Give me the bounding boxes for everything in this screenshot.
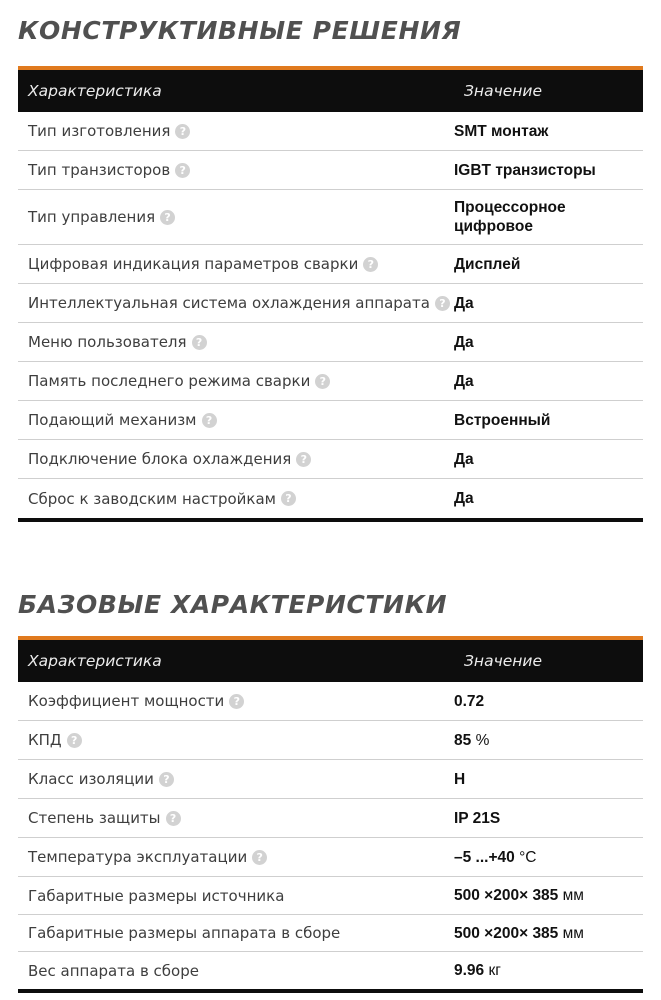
header-value: Значение bbox=[464, 652, 543, 670]
row-value: 85 % bbox=[454, 731, 490, 749]
table-row bbox=[18, 838, 643, 877]
question-mark-icon[interactable]: ? bbox=[202, 413, 217, 428]
table-row bbox=[18, 682, 643, 721]
row-label: Подключение блока охлаждения bbox=[28, 450, 292, 468]
table-row bbox=[18, 799, 643, 838]
row-label: КПД bbox=[28, 731, 62, 749]
question-mark-icon[interactable]: ? bbox=[166, 811, 181, 826]
question-mark-icon[interactable]: ? bbox=[252, 850, 267, 865]
table-row bbox=[18, 721, 643, 760]
row-label: Габаритные размеры аппарата в сборе bbox=[28, 924, 341, 942]
row-value: H bbox=[454, 770, 466, 788]
row-label: Тип транзисторов bbox=[28, 161, 171, 179]
header-characteristic: Характеристика bbox=[28, 652, 162, 670]
row-value: Да bbox=[454, 450, 474, 468]
row-value: Процессорное цифровое bbox=[454, 199, 566, 235]
row-value: 500 ×200× 385 мм bbox=[454, 887, 584, 904]
table-row bbox=[18, 401, 643, 440]
section-title-design: КОНСТРУКТИВНЫЕ РЕШЕНИЯ bbox=[18, 16, 462, 45]
row-label: Сброс к заводским настройкам bbox=[28, 489, 276, 508]
question-mark-icon[interactable]: ? bbox=[160, 210, 175, 225]
question-mark-icon[interactable]: ? bbox=[175, 163, 190, 178]
row-value: 500 ×200× 385 мм bbox=[454, 924, 584, 942]
table-row bbox=[18, 112, 643, 151]
table-header bbox=[18, 66, 643, 112]
table-row bbox=[18, 284, 643, 323]
question-mark-icon[interactable]: ? bbox=[315, 374, 330, 389]
section-title-basic: БАЗОВЫЕ ХАРАКТЕРИСТИКИ bbox=[18, 590, 448, 619]
row-value: 0.72 bbox=[454, 692, 485, 710]
table-row bbox=[18, 362, 643, 401]
row-label: Температура эксплуатации bbox=[28, 848, 248, 866]
table-row bbox=[18, 190, 643, 245]
row-value: –5 ...+40 °C bbox=[454, 848, 537, 866]
question-mark-icon[interactable]: ? bbox=[363, 257, 378, 272]
row-value: IGBT транзисторы bbox=[454, 161, 596, 179]
table-row bbox=[18, 440, 643, 479]
row-label: Интеллектуальная система охлаждения аппарата bbox=[28, 294, 430, 312]
table-row bbox=[18, 877, 643, 915]
table-row bbox=[18, 760, 643, 799]
question-mark-icon[interactable]: ? bbox=[296, 452, 311, 467]
header-characteristic: Характеристика bbox=[28, 82, 162, 100]
row-value: Да bbox=[454, 490, 474, 507]
row-value: 9.96 кг bbox=[454, 962, 501, 979]
table-header bbox=[18, 636, 643, 682]
row-value: Да bbox=[454, 372, 474, 390]
row-label: Тип управления bbox=[28, 208, 156, 226]
row-label: Подающий механизм bbox=[28, 411, 197, 429]
row-label: Габаритные размеры источника bbox=[28, 886, 285, 905]
table-row bbox=[18, 952, 643, 989]
question-mark-icon[interactable]: ? bbox=[229, 694, 244, 709]
row-value: Да bbox=[454, 294, 474, 312]
row-label: Память последнего режима сварки bbox=[28, 372, 311, 390]
row-label: Коэффициент мощности bbox=[28, 692, 225, 710]
question-mark-icon[interactable]: ? bbox=[281, 491, 296, 506]
table-row bbox=[18, 151, 643, 190]
spec-table-design bbox=[18, 66, 643, 522]
question-mark-icon[interactable]: ? bbox=[435, 296, 450, 311]
row-label: Вес аппарата в сборе bbox=[28, 961, 199, 980]
question-mark-icon[interactable]: ? bbox=[175, 124, 190, 139]
question-mark-icon[interactable]: ? bbox=[67, 733, 82, 748]
row-value: Встроенный bbox=[454, 411, 551, 429]
header-value: Значение bbox=[464, 82, 543, 100]
row-value: Да bbox=[454, 333, 474, 351]
row-label: Степень защиты bbox=[28, 809, 161, 827]
row-value: SMT монтаж bbox=[454, 122, 549, 140]
row-label: Меню пользователя bbox=[28, 333, 187, 351]
spec-table-basic bbox=[18, 636, 643, 993]
row-label: Класс изоляции bbox=[28, 770, 154, 788]
row-value: IP 21S bbox=[454, 809, 501, 827]
table-row bbox=[18, 245, 643, 284]
table-row bbox=[18, 479, 643, 518]
question-mark-icon[interactable]: ? bbox=[159, 772, 174, 787]
table-row bbox=[18, 915, 643, 952]
row-label: Тип изготовления bbox=[28, 122, 171, 140]
table-row bbox=[18, 323, 643, 362]
row-value: Дисплей bbox=[454, 255, 521, 273]
row-label: Цифровая индикация параметров сварки bbox=[28, 255, 359, 273]
question-mark-icon[interactable]: ? bbox=[192, 335, 207, 350]
